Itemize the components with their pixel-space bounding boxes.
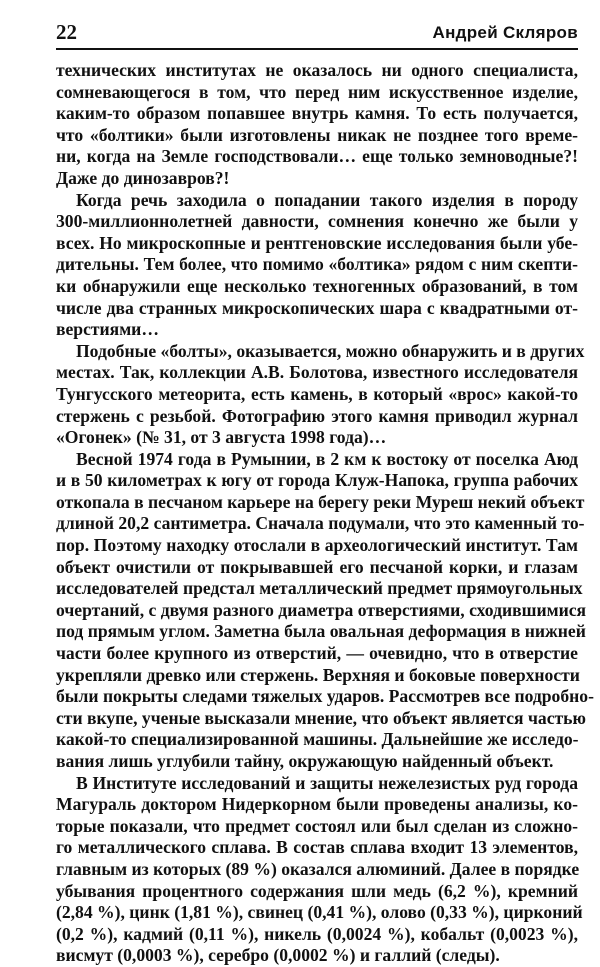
text-line: каким-то образом попавшее внутрь камня. То есть получается,	[56, 103, 578, 124]
text-line: Весной 1974 года в Румынии, в 2 км к востоку от поселка Аюд	[76, 448, 578, 469]
text-line: вания лишь углубили тайну, окружающую найденный объект.	[56, 751, 554, 771]
running-head-author: Андрей Скляров	[432, 23, 578, 42]
text-line: очертаний, с двумя разного диаметра отверстиями, сходившимися	[56, 599, 587, 620]
text-line: (2,84 %), цинк (1,81 %), свинец (0,41 %), олово (0,33 %), цирконий	[56, 902, 583, 923]
text-line: (0,2 %), кадмий (0,11 %), никель (0,0024 %), кобальт (0,0023 %),	[56, 923, 578, 944]
text-line: висмут (0,0003 %), серебро (0,0002 %) и галлий (следы).	[56, 945, 500, 966]
text-line: исследователей предстал металлический предмет прямоугольных	[56, 578, 583, 599]
text-line: убывания процентного содержания шли медь (6,2 %), кремний	[56, 880, 578, 901]
text-line: Подобные «болты», оказывается, можно обнаружить и в других	[76, 340, 585, 361]
text-line: сти вкупе, ученые высказали мнение, что объект является частью	[56, 707, 586, 728]
text-line: длиной 20,2 сантиметра. Сначала подумали, что это каменный то-	[56, 513, 585, 534]
text-line: какой-то специализированной машины. Дальнейшие же исследо-	[56, 729, 579, 750]
text-line: и в 50 километрах к югу от города Клуж-Напока, группа рабочих	[56, 470, 578, 491]
text-line: Магураль доктором Нидеркорном были проведены анализы, ко-	[56, 794, 578, 815]
page-header	[56, 14, 578, 50]
text-line: были покрыты следами тяжелых ударов. Рассмотрев все подробно-	[56, 686, 594, 707]
text-line: Тунгусского метеорита, есть камень, в который «врос» какой-то	[56, 383, 578, 404]
text-line: под прямым углом. Заметна была овальная деформация в нижней	[56, 621, 586, 642]
body-text	[56, 60, 594, 967]
text-line: «Огонек» (№ 31, от 3 августа 1998 года)…	[56, 427, 387, 448]
text-line: части более крупного из отверстий, — очевидно, что в отверстие	[56, 643, 578, 664]
text-line: технических институтах не оказалось ни одного специалиста,	[56, 60, 578, 80]
text-line: местах. Так, коллекции А.В. Болотова, известного исследователя	[56, 362, 578, 383]
text-line: го металлического сплава. В состав сплава входит 13 элементов,	[56, 837, 578, 858]
text-line: торые показали, что предмет состоял или был сделан из сложно-	[56, 815, 578, 836]
text-line: числе два странных микроскопических шара с квадратными от-	[56, 297, 578, 318]
text-line: пор. Поэтому находку отослали в археологический институт. Там	[56, 535, 578, 556]
text-line: верстиями…	[56, 319, 159, 340]
text-line: откопала в песчаном карьере на берегу реки Муреш некий объект	[56, 491, 585, 512]
text-line: объект очистили от покрывавшей его песчаной корки, и глазам	[56, 556, 578, 577]
text-line: стержень с резьбой. Фотографию этого камня приводил журнал	[56, 405, 578, 426]
text-line: сомневающегося в том, что перед ним искусственное изделие,	[56, 81, 578, 102]
text-line: что «болтики» были изготовлены никак не позднее того време-	[56, 124, 578, 145]
text-line: укрепляли древко или стержень. Верхняя и боковые поверхности	[56, 664, 580, 685]
text-line: дительны. Тем более, что помимо «болтика» рядом с ним скепти-	[56, 254, 578, 275]
text-line: В Институте исследований и защиты нежелезистых руд города	[76, 772, 578, 793]
page-number: 22	[56, 20, 77, 44]
text-line: всех. Но микроскопные и рентгеновские исследования были убе-	[56, 232, 578, 253]
text-line: Когда речь заходила о попадании такого изделия в породу	[76, 189, 578, 210]
text-line: ни, когда на Земле господствовали… еще только земноводные?!	[56, 146, 578, 167]
text-line: Даже до динозавров?!	[56, 167, 230, 188]
text-line: главным из которых (89 %) оказался алюминий. Далее в порядке	[56, 858, 580, 879]
text-line: ки обнаружили еще несколько техногенных образований, в том	[56, 275, 578, 296]
text-line: 300-миллионнолетней давности, сомнения конечно же были у	[56, 211, 578, 232]
